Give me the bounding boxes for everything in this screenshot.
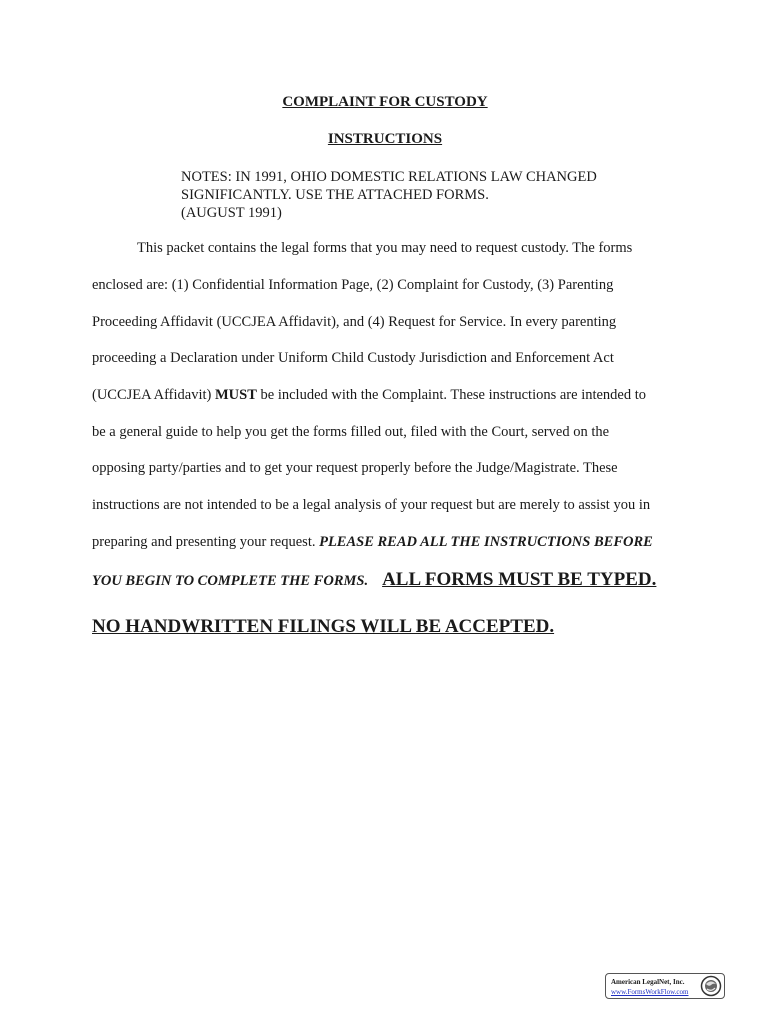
- body-line-11: [92, 616, 554, 638]
- publisher-link[interactable]: www.FormsWorkFlow.com: [611, 988, 689, 996]
- notes-block: [181, 168, 597, 222]
- publisher-name: American LegalNet, Inc.: [611, 978, 685, 986]
- read-instructions-warning: YOU BEGIN TO COMPLETE THE FORMS.: [92, 573, 369, 589]
- body-line-4: proceeding a Declaration under Uniform Child Custody Jurisdiction and Enforcement Act: [92, 350, 614, 366]
- notes-line: (AUGUST 1991): [181, 205, 282, 221]
- document-subtitle: INSTRUCTIONS: [327, 131, 443, 147]
- body-text: (UCCJEA Affidavit): [92, 387, 215, 403]
- body-line-2: enclosed are: (1) Confidential Information Page, (2) Complaint for Custody, (3) Parenting: [92, 277, 614, 293]
- body-line-8: instructions are not intended to be a legal analysis of your request but are merely to assist you in: [92, 497, 651, 513]
- body-line-10: [92, 569, 656, 591]
- globe-logo-icon: [700, 975, 722, 997]
- document-title: COMPLAINT FOR CUSTODY: [282, 94, 488, 110]
- body-line-6: be a general guide to help you get the forms filled out, filed with the Court, served on the: [92, 424, 610, 440]
- body-text: preparing and presenting your request.: [92, 534, 320, 550]
- emphasis-must: MUST: [214, 387, 257, 403]
- typed-forms-warning: ALL FORMS MUST BE TYPED.: [382, 569, 657, 590]
- no-handwritten-warning: NO HANDWRITTEN FILINGS WILL BE ACCEPTED.: [92, 616, 555, 637]
- read-instructions-warning: PLEASE READ ALL THE INSTRUCTIONS BEFORE: [319, 534, 653, 550]
- body-line-3: Proceeding Affidavit (UCCJEA Affidavit), and (4) Request for Service. In every parenting: [92, 314, 617, 330]
- body-line-7: opposing party/parties and to get your request properly before the Judge/Magistrate. These: [92, 460, 618, 476]
- body-line-5: [92, 387, 646, 404]
- body-line-9: [92, 534, 653, 551]
- publisher-badge: [605, 973, 725, 999]
- notes-line: SIGNIFICANTLY. USE THE ATTACHED FORMS.: [181, 187, 489, 203]
- body-line-1: This packet contains the legal forms that you may need to request custody. The forms: [137, 240, 633, 256]
- body-text: be included with the Complaint. These instructions are intended to: [256, 387, 647, 403]
- notes-line: NOTES: IN 1991, OHIO DOMESTIC RELATIONS LAW CHANGED: [181, 169, 597, 185]
